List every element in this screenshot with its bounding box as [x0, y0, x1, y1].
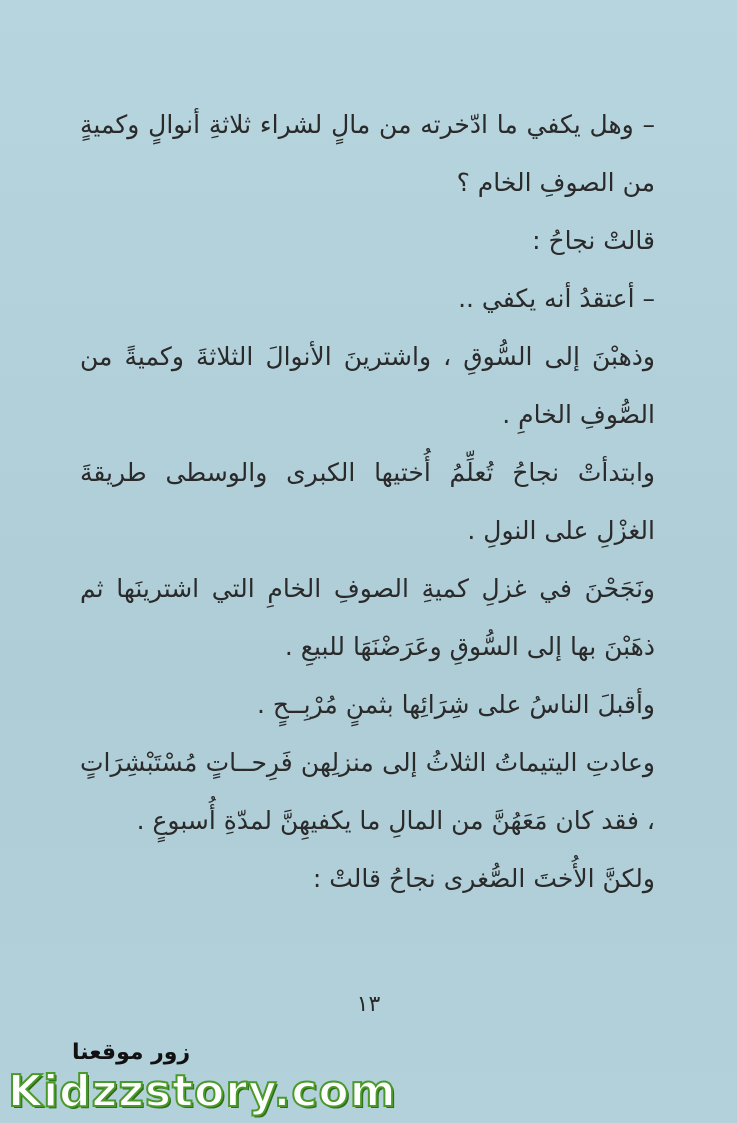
- paragraph-youngest-said: ولكنَّ الأُختَ الصُّغرى نجاحُ قالتْ :: [312, 864, 655, 893]
- watermark-site-logo: Kidzzstory.com: [8, 1066, 397, 1117]
- story-text: [80, 96, 655, 908]
- paragraph-teaching: وابتدأتْ نجاحُ تُعلِّمُ أُختيها الكبرى والوسطى طريقةَ الغزْلِ على النولِ .: [80, 458, 655, 545]
- paragraph-question: – وهل يكفي ما ادّخرته من مالٍ لشراء ثلاثةِ أنوالٍ وكميةٍ من الصوفِ الخام ؟: [80, 110, 655, 197]
- watermark-arabic-text: زور موقعنا: [72, 1040, 191, 1065]
- paragraph-spinning: ونَجَحْنَ في غزلِ كميةِ الصوفِ الخامِ التي اشترينَها ثم ذهَبْنَ بها إلى السُّوقِ وعَرَضْنَهَا للبيعِ .: [80, 574, 655, 661]
- paragraph-went-market: وذهبْنَ إلى السُّوقِ ، واشترينَ الأنوالَ الثلاثةَ وكميةً من الصُّوفِ الخامِ .: [80, 342, 655, 429]
- paragraph-returned-home: وعادتِ اليتيماتُ الثلاثُ إلى منزلِهن فَرِحــاتٍ مُسْتَبْشِرَاتٍ ، فقد كان مَعَهُنَّ من المالِ ما يكفيهِنَّ لمدّةِ أُسبوعٍ .: [80, 748, 655, 835]
- paragraph-believe-enough: – أعتقدُ أنه يكفي ..: [458, 284, 655, 313]
- paragraph-najah-said: قالتْ نجاحُ :: [532, 226, 655, 255]
- page-number: ١٣: [356, 992, 381, 1017]
- paragraph-people-bought: وأقبلَ الناسُ على شِرَائِها بثمنٍ مُرْبِــحٍ .: [256, 690, 655, 719]
